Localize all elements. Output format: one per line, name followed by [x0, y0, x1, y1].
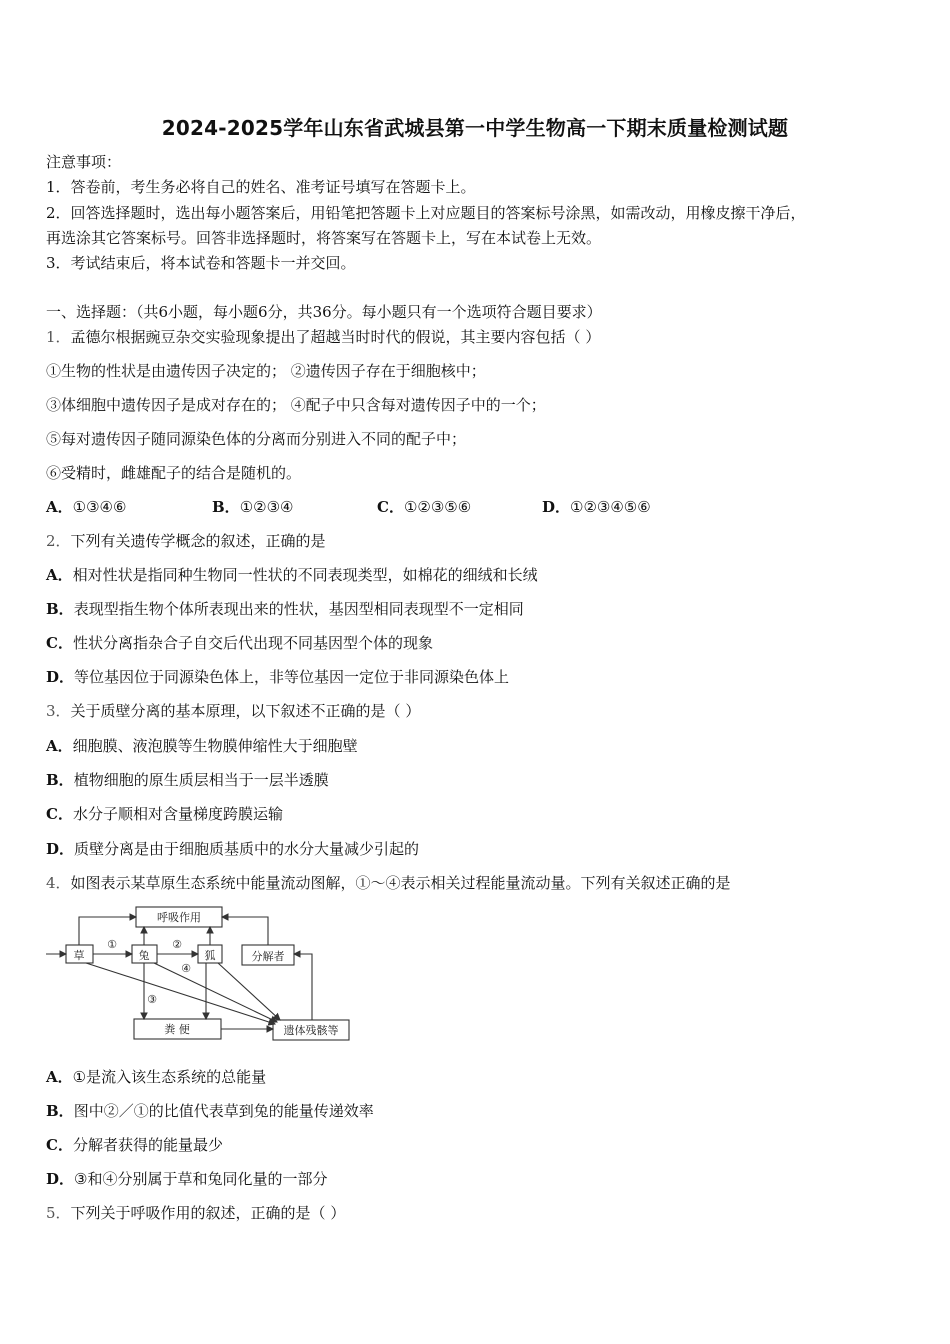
option-letter: A． — [46, 1068, 73, 1086]
question-3 — [46, 701, 420, 721]
question-4 — [46, 873, 731, 893]
question-stem: 如图表示某草原生态系统中能量流动图解，①～④表示相关过程能量流动量。下列有关叙述正确的是 — [70, 874, 731, 892]
option-letter: A． — [46, 737, 73, 755]
flow-marker-4: ④ — [181, 962, 191, 975]
q1-statement-4: ⑥受精时，雌雄配子的结合是随机的。 — [46, 464, 302, 482]
q2-option-b[interactable] — [46, 599, 524, 619]
option-letter: B． — [46, 600, 74, 618]
respiration-label: 呼吸作用 — [157, 911, 201, 924]
q3-option-d[interactable] — [46, 839, 419, 859]
option-letter: C． — [377, 498, 404, 516]
section-heading: 一、选择题：（共6小题，每小题6分，共36分。每小题只有一个选项符合题目要求） — [46, 303, 602, 321]
option-text: 表现型指生物个体所表现出来的性状，基因型相同表现型不一定相同 — [73, 600, 524, 618]
option-letter: D． — [46, 668, 75, 686]
energy-flow-diagram — [46, 902, 356, 1047]
question-1 — [46, 327, 600, 347]
notice-item-2: 2．回答选择题时，选出每小题答案后，用铅笔把答题卡上对应题目的答案标号涂黑，如需改动，用橡皮擦干净后， — [46, 204, 806, 222]
question-number: 1． — [46, 328, 71, 346]
question-5 — [46, 1203, 345, 1223]
q3-option-c[interactable] — [46, 804, 283, 824]
option-text: 水分子顺相对含量梯度跨膜运输 — [72, 805, 283, 823]
flow-marker-3: ③ — [147, 993, 157, 1006]
option-letter: C． — [46, 1136, 73, 1154]
option-letter: D． — [46, 840, 75, 858]
flow-marker-2: ② — [172, 938, 182, 951]
option-letter: C． — [46, 634, 73, 652]
q2-option-a[interactable] — [46, 565, 538, 585]
option-letter: B． — [212, 498, 240, 516]
option-text: ①②③④⑤⑥ — [570, 498, 651, 516]
option-text: 性状分离指杂合子自交后代出现不同基因型个体的现象 — [72, 634, 433, 652]
fox-label: 狐 — [204, 949, 216, 962]
q1-option-a[interactable] — [46, 497, 126, 517]
option-text: 细胞膜、液泡膜等生物膜伸缩性大于细胞壁 — [72, 737, 358, 755]
feces-label: 粪 便 — [164, 1023, 190, 1036]
grass-label: 草 — [73, 949, 85, 962]
option-text: 植物细胞的原生质层相当于一层半透膜 — [73, 771, 329, 789]
notice-item-1: 1．答卷前，考生务必将自己的姓名、准考证号填写在答题卡上。 — [46, 178, 476, 196]
option-text: 分解者获得的能量最少 — [72, 1136, 223, 1154]
q2-option-d[interactable] — [46, 667, 509, 687]
question-number: 4． — [46, 874, 71, 892]
option-text: ①是流入该生态系统的总能量 — [72, 1068, 267, 1086]
question-number: 2． — [46, 532, 71, 550]
option-text: ①②③④ — [239, 498, 294, 516]
notice-item-3: 3．考试结束后，将本试卷和答题卡一并交回。 — [46, 254, 356, 272]
notice-heading: 注意事项： — [46, 153, 122, 171]
q1-statement-2: ③体细胞中遗传因子是成对存在的； ④配子中只含每对遗传因子中的一个； — [46, 396, 546, 414]
option-letter: C． — [46, 805, 73, 823]
notice-item-2-cont: 再选涂其它答案标号。回答非选择题时，将答案写在答题卡上，写在本试卷上无效。 — [46, 229, 602, 247]
q1-option-c[interactable] — [377, 497, 471, 517]
page-title: 2024-2025学年山东省武城县第一中学生物高一下期末质量检测试题 — [161, 116, 789, 140]
q3-option-a[interactable] — [46, 736, 358, 756]
option-letter: D． — [46, 1170, 75, 1188]
q1-option-d[interactable] — [542, 497, 651, 517]
q3-option-b[interactable] — [46, 770, 329, 790]
q1-statement-1: ①生物的性状是由遗传因子决定的； ②遗传因子存在于细胞核中； — [46, 362, 486, 380]
question-number: 5． — [46, 1204, 71, 1222]
flow-marker-1: ① — [107, 938, 117, 951]
option-text: 质壁分离是由于细胞质基质中的水分大量减少引起的 — [74, 840, 420, 858]
rabbit-label: 兔 — [138, 949, 150, 962]
option-letter: A． — [46, 498, 73, 516]
q1-statement-3: ⑤每对遗传因子随同源染色体的分离而分别进入不同的配子中； — [46, 430, 467, 448]
option-text: ③和④分别属于草和兔同化量的一部分 — [74, 1170, 328, 1188]
question-2 — [46, 531, 326, 551]
option-text: ①②③⑤⑥ — [403, 498, 472, 516]
question-number: 3． — [46, 702, 71, 720]
q4-option-a[interactable] — [46, 1067, 266, 1087]
q2-option-c[interactable] — [46, 633, 433, 653]
option-text: 图中②／①的比值代表草到兔的能量传递效率 — [73, 1102, 374, 1120]
q4-option-d[interactable] — [46, 1169, 327, 1189]
option-letter: B． — [46, 1102, 74, 1120]
question-stem: 关于质壁分离的基本原理，以下叙述不正确的是（ ） — [70, 702, 421, 720]
option-text: 等位基因位于同源染色体上，非等位基因一定位于非同源染色体上 — [74, 668, 510, 686]
q1-option-b[interactable] — [212, 497, 293, 517]
option-text: ①③④⑥ — [72, 498, 127, 516]
option-letter: D． — [542, 498, 571, 516]
q4-option-b[interactable] — [46, 1101, 374, 1121]
option-letter: B． — [46, 771, 74, 789]
question-stem: 孟德尔根据豌豆杂交实验现象提出了超越当时时代的假说，其主要内容包括（ ） — [70, 328, 601, 346]
remains-label: 遗体残骸等 — [283, 1024, 339, 1037]
decomposer-label: 分解者 — [251, 950, 285, 963]
q4-option-c[interactable] — [46, 1135, 223, 1155]
question-stem: 下列有关遗传学概念的叙述，正确的是 — [70, 532, 326, 550]
option-letter: A． — [46, 566, 73, 584]
question-stem: 下列关于呼吸作用的叙述，正确的是（ ） — [70, 1204, 346, 1222]
option-text: 相对性状是指同种生物同一性状的不同表现类型，如棉花的细绒和长绒 — [72, 566, 538, 584]
